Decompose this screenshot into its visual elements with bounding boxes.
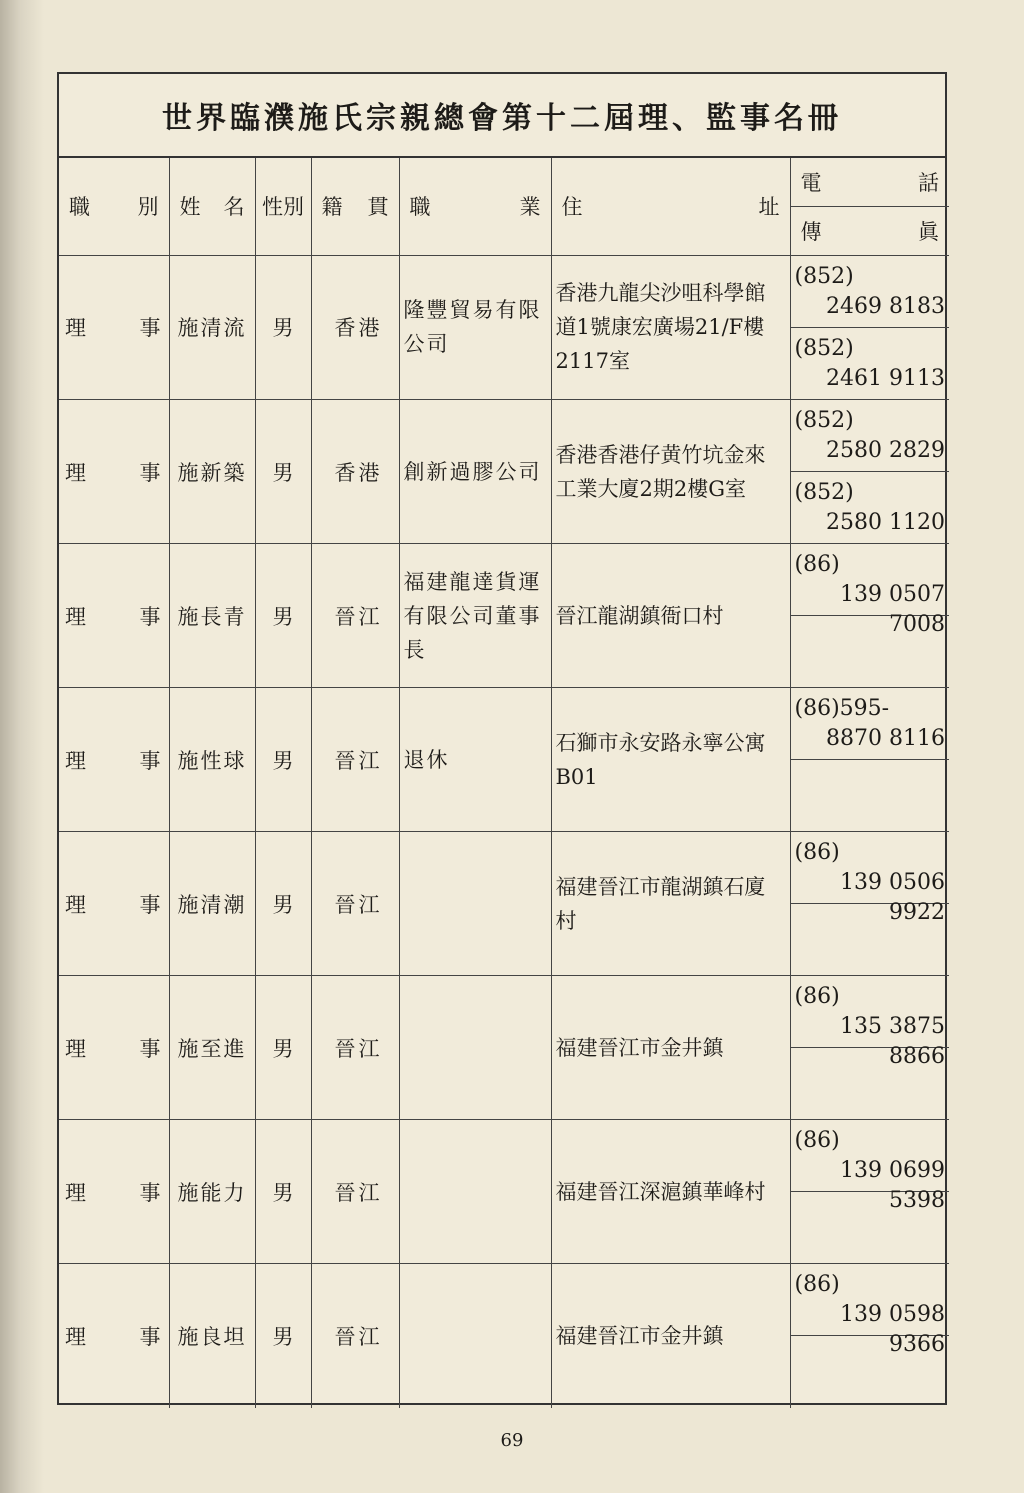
address-cell	[551, 256, 790, 400]
name-cell	[169, 400, 255, 544]
header-phone-fax	[790, 158, 949, 255]
name-cell	[169, 688, 255, 832]
phone-prefix: (86)595-	[794, 696, 890, 721]
fax-prefix: (852)	[794, 480, 854, 505]
name-cell	[169, 256, 255, 400]
phone-box	[791, 544, 950, 637]
phone-box	[791, 832, 950, 925]
phone-prefix: (86)	[794, 1272, 840, 1297]
table-row	[59, 544, 949, 688]
role-cell	[59, 1120, 169, 1264]
address-cell	[551, 1264, 790, 1408]
role-cell	[59, 544, 169, 688]
native-cell	[311, 544, 399, 688]
member-native: 香港	[334, 460, 383, 485]
member-occupation: 創新過膠公司	[403, 459, 542, 484]
member-address: 石獅市永安路永寧公寓B01	[555, 730, 766, 789]
role-char: 事	[139, 748, 161, 773]
member-name: 施良坦	[177, 1324, 247, 1349]
member-address: 福建晉江市金井鎮	[555, 1323, 724, 1348]
roster-body	[59, 256, 949, 1408]
role-char: 理	[65, 604, 86, 629]
page-number: 69	[500, 1430, 524, 1451]
phone-number: 139 0598 9366	[840, 1302, 945, 1357]
gender-cell	[255, 1120, 311, 1264]
role-char: 事	[139, 1324, 161, 1349]
member-address: 香港香港仔黄竹坑金來工業大廈2期2樓G室	[555, 442, 766, 501]
member-native: 晉江	[334, 1036, 383, 1061]
native-cell	[311, 256, 399, 400]
phone-prefix: (86)	[794, 1128, 840, 1153]
address-cell	[551, 544, 790, 688]
header-occupation: 職 業	[399, 158, 551, 255]
member-gender: 男	[272, 748, 294, 773]
address-cell	[551, 688, 790, 832]
native-cell	[311, 1264, 399, 1408]
fax-box	[791, 471, 950, 542]
fax-number: 2580 1120	[826, 510, 945, 535]
member-name: 施性球	[177, 748, 247, 773]
phone-box	[791, 1264, 950, 1357]
name-cell	[169, 1120, 255, 1264]
role-char: 事	[139, 1036, 161, 1061]
phone-prefix: (86)	[794, 552, 840, 577]
role-cell	[59, 256, 169, 400]
member-name: 施清潮	[177, 892, 247, 917]
member-native: 晉江	[334, 1180, 383, 1205]
phone-fax-cell	[790, 1120, 949, 1264]
occupation-cell	[399, 976, 551, 1120]
header-fax: 傳 眞	[791, 206, 950, 254]
phone-number: 139 0699 5398	[840, 1158, 945, 1213]
phone-number: 8870 8116	[826, 726, 945, 751]
phone-fax-cell	[790, 688, 949, 832]
member-name: 施長青	[177, 604, 247, 629]
gender-cell	[255, 400, 311, 544]
native-cell	[311, 832, 399, 976]
member-occupation: 退休	[403, 747, 450, 772]
phone-box	[791, 1120, 950, 1213]
name-cell	[169, 1264, 255, 1408]
role-char: 理	[65, 1180, 86, 1205]
address-cell	[551, 976, 790, 1120]
role-cell	[59, 976, 169, 1120]
address-cell	[551, 1120, 790, 1264]
occupation-cell	[399, 1120, 551, 1264]
fax-prefix: (852)	[794, 335, 854, 361]
member-gender: 男	[272, 1180, 294, 1205]
native-cell	[311, 976, 399, 1120]
role-char: 事	[139, 1180, 161, 1205]
occupation-cell	[399, 688, 551, 832]
phone-fax-cell	[790, 1264, 949, 1408]
page-title: 世界臨濮施氏宗親總會第十二屆理、監事名冊	[162, 101, 842, 136]
gender-cell	[255, 832, 311, 976]
role-cell	[59, 688, 169, 832]
table-row	[59, 256, 949, 400]
table-row	[59, 1264, 949, 1408]
member-address: 香港九龍尖沙咀科學館道1號康宏廣場21/F樓2117室	[555, 281, 766, 374]
phone-number: 2469 8183	[826, 293, 945, 319]
phone-fax-cell	[790, 256, 949, 400]
table-row	[59, 976, 949, 1120]
native-cell	[311, 1120, 399, 1264]
member-native: 晉江	[334, 748, 383, 773]
phone-fax-cell	[790, 544, 949, 688]
occupation-cell	[399, 400, 551, 544]
phone-fax-cell	[790, 400, 949, 544]
role-char: 事	[139, 892, 161, 917]
occupation-cell	[399, 832, 551, 976]
role-cell	[59, 832, 169, 976]
gender-cell	[255, 688, 311, 832]
phone-box	[791, 400, 950, 471]
table-row	[59, 832, 949, 976]
role-cell	[59, 400, 169, 544]
phone-prefix: (852)	[794, 263, 854, 289]
role-char: 事	[139, 316, 161, 341]
role-char: 理	[65, 1324, 86, 1349]
phone-box	[791, 256, 950, 327]
fax-box	[791, 759, 950, 830]
member-native: 香港	[334, 316, 383, 341]
phone-prefix: (86)	[794, 984, 840, 1009]
role-char: 事	[139, 604, 161, 629]
name-cell	[169, 832, 255, 976]
role-char: 理	[65, 748, 86, 773]
name-cell	[169, 544, 255, 688]
phone-fax-cell	[790, 976, 949, 1120]
header-role: 職 別	[59, 158, 169, 255]
phone-prefix: (852)	[794, 408, 854, 433]
member-gender: 男	[272, 460, 294, 485]
gender-cell	[255, 544, 311, 688]
member-address: 福建晉江市龍湖鎮石廈村	[555, 874, 766, 933]
phone-fax-cell	[790, 832, 949, 976]
fax-number: 2461 9113	[826, 365, 945, 391]
phone-prefix: (86)	[794, 840, 840, 865]
address-cell	[551, 832, 790, 976]
header-native: 籍 貫	[311, 158, 399, 255]
occupation-cell	[399, 1264, 551, 1408]
title-box	[59, 74, 945, 158]
header-gender: 性別	[255, 158, 311, 255]
phone-number: 2580 2829	[826, 438, 945, 463]
role-char: 理	[65, 1036, 86, 1061]
header-address: 住 址	[551, 158, 790, 255]
phone-number: 135 3875 8866	[840, 1014, 945, 1069]
member-name: 施能力	[177, 1180, 247, 1205]
member-address: 福建晉江深滬鎮華峰村	[555, 1179, 766, 1204]
member-gender: 男	[272, 316, 294, 341]
member-native: 晉江	[334, 604, 383, 629]
member-roster-frame	[57, 72, 947, 1405]
gender-cell	[255, 1264, 311, 1408]
member-address: 福建晉江市金井鎮	[555, 1035, 724, 1060]
member-gender: 男	[272, 1036, 294, 1061]
phone-box	[791, 688, 950, 759]
role-char: 理	[65, 892, 86, 917]
gender-cell	[255, 976, 311, 1120]
member-address: 晉江龍湖鎮衙口村	[555, 603, 724, 628]
role-char: 理	[65, 460, 86, 485]
table-row	[59, 1120, 949, 1264]
header-phone: 電 話	[800, 171, 939, 196]
native-cell	[311, 688, 399, 832]
native-cell	[311, 400, 399, 544]
role-char: 理	[65, 316, 86, 341]
header-name: 姓 名	[169, 158, 255, 255]
address-cell	[551, 400, 790, 544]
name-cell	[169, 976, 255, 1120]
member-gender: 男	[272, 1324, 294, 1349]
phone-number: 139 0506 9922	[840, 870, 945, 925]
roster-table	[59, 158, 949, 256]
phone-box	[791, 976, 950, 1069]
member-gender: 男	[272, 892, 294, 917]
phone-number: 139 0507 7008	[840, 582, 945, 637]
occupation-cell	[399, 256, 551, 400]
table-row	[59, 400, 949, 544]
member-name: 施至進	[177, 1036, 247, 1061]
role-char: 事	[139, 460, 161, 485]
member-name: 施新築	[177, 460, 247, 485]
member-gender: 男	[272, 604, 294, 629]
table-row	[59, 688, 949, 832]
member-native: 晉江	[334, 1324, 383, 1349]
member-native: 晉江	[334, 892, 383, 917]
fax-box	[791, 327, 950, 398]
role-cell	[59, 1264, 169, 1408]
gender-cell	[255, 256, 311, 400]
member-occupation: 隆豐貿易有限公司	[403, 298, 542, 357]
occupation-cell	[399, 544, 551, 688]
member-occupation: 福建龍達貨運有限公司董事長	[403, 569, 542, 662]
member-name: 施清流	[177, 316, 247, 341]
header-row	[59, 158, 949, 255]
book-spine-shadow	[0, 0, 44, 1493]
